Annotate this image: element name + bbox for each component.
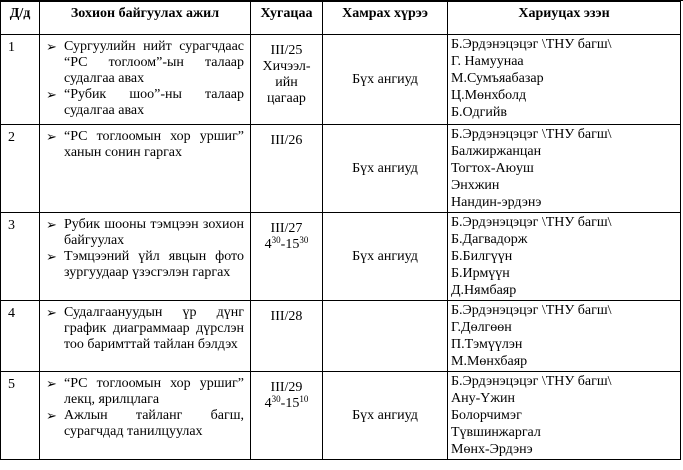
task-cell [40, 301, 251, 372]
task-text: “РС тоглоомын хор уршиг” лекц, ярилцлага [64, 376, 244, 407]
time-end-minute: 10 [299, 394, 309, 404]
row-number: 5 [1, 372, 40, 460]
bullet-arrow-icon: ➢ [46, 376, 57, 391]
row-number: 3 [1, 213, 40, 301]
row-number: 4 [1, 301, 40, 372]
time-range [253, 396, 320, 412]
header-num: Д/д [1, 2, 40, 35]
task-text: “Рубик шоо”-ны талаар судалгаа авах [64, 87, 244, 118]
date-line: Хичээл- [262, 59, 311, 74]
bullet-arrow-icon: ➢ [46, 408, 57, 423]
date-cell [251, 125, 323, 213]
responsible-cell [448, 213, 681, 301]
responsible-cell [448, 301, 681, 372]
time-start-minute: 30 [271, 394, 281, 404]
responsible-person: Мөнх-Эрдэнэ [451, 442, 533, 457]
time-range [253, 237, 320, 253]
time-end-minute: 30 [299, 235, 309, 245]
table-body [1, 35, 681, 460]
date-cell [251, 301, 323, 372]
responsible-person: Д.Нямбаяр [451, 283, 517, 298]
responsible-person: Болорчимэг [451, 408, 522, 423]
responsible-person: Г.Дөлгөөн [451, 320, 512, 335]
responsible-cell [448, 125, 681, 213]
responsible-cell [448, 372, 681, 460]
responsible-person: Түвшинжаргал [451, 425, 541, 440]
time-separator: - [280, 237, 286, 252]
task-text: Рубик шооны тэмцээн зохион байгуулах [64, 217, 244, 248]
time-separator: - [280, 396, 286, 411]
row-number: 2 [1, 125, 40, 213]
date-line: цагаар [267, 91, 306, 106]
responsible-person: Ц.Мөнхболд [451, 88, 527, 103]
date-line: III/26 [270, 133, 303, 148]
responsible-person: Б.Эрдэнэцэцэг \ТНУ багш\ [451, 215, 612, 230]
date-line: ийн [275, 75, 298, 90]
bullet-arrow-icon: ➢ [46, 129, 57, 144]
bullet-arrow-icon: ➢ [46, 305, 57, 320]
audience-cell: Бүх ангиуд [323, 125, 448, 213]
responsible-person: Балжиржанцан [451, 144, 542, 159]
responsible-person: М.Сумъяабазар [451, 71, 544, 86]
date-main: III/27 [270, 221, 303, 236]
task-cell [40, 35, 251, 125]
responsible-person: Б.Эрдэнэцэцэг \ТНУ багш\ [451, 303, 612, 318]
task-item [46, 305, 244, 353]
task-cell [40, 213, 251, 301]
responsible-person: Б.Дагвадорж [451, 232, 528, 247]
date-cell [251, 372, 323, 460]
responsible-person: Б.Ирмүүн [451, 266, 510, 281]
time-end-hour: 15 [285, 237, 300, 252]
table-row [1, 35, 681, 125]
header-task: Зохион байгуулах ажил [40, 2, 251, 35]
row-number: 1 [1, 35, 40, 125]
table-row [1, 372, 681, 460]
header-audience: Хамрах хүрээ [323, 2, 448, 35]
date-main: III/29 [270, 380, 303, 395]
bullet-arrow-icon: ➢ [46, 249, 57, 264]
header-date: Хугацаа [251, 2, 323, 35]
task-item [46, 376, 244, 408]
date-cell [251, 35, 323, 125]
time-start-hour: 4 [264, 396, 272, 411]
task-item [46, 217, 244, 249]
responsible-person: Нандин-эрдэнэ [451, 195, 542, 210]
task-item [46, 408, 244, 440]
table-row [1, 125, 681, 213]
audience-cell [323, 301, 448, 372]
responsible-person: М.Мөнхбаяр [451, 354, 528, 369]
bullet-arrow-icon: ➢ [46, 217, 57, 232]
task-item [46, 87, 244, 119]
responsible-person: Ану-Үжин [451, 391, 516, 406]
responsible-person: Энхжин [451, 178, 500, 193]
time-start-minute: 30 [271, 235, 281, 245]
task-cell [40, 372, 251, 460]
bullet-arrow-icon: ➢ [46, 87, 57, 102]
table-row [1, 301, 681, 372]
task-text: “РС тоглоомын хор уршиг” ханын сонин гаргах [64, 129, 244, 160]
responsible-cell [448, 35, 681, 125]
time-start-hour: 4 [264, 237, 272, 252]
header-row [1, 2, 681, 35]
task-text: Сургуулийн нийт сурагчдаас “РС тоглоом”-ын талаар судалгаа авах [64, 39, 244, 86]
bullet-arrow-icon: ➢ [46, 39, 57, 54]
audience-cell: Бүх ангиуд [323, 372, 448, 460]
audience-cell: Бүх ангиуд [323, 35, 448, 125]
time-end-hour: 15 [285, 396, 300, 411]
responsible-person: Б.Эрдэнэцэцэг \ТНУ багш\ [451, 374, 612, 389]
date-line: III/25 [270, 43, 303, 58]
responsible-person: Г. Намуунаа [451, 54, 524, 69]
task-item [46, 129, 244, 161]
responsible-person: П.Тэмүүлэн [451, 337, 523, 352]
task-cell [40, 125, 251, 213]
header-responsible: Хариуцах эзэн [448, 2, 681, 35]
responsible-person: Б.Эрдэнэцэцэг \ТНУ багш\ [451, 37, 612, 52]
task-item [46, 39, 244, 87]
task-text: Ажлын тайланг багш, сурагчдад танилцуулах [64, 408, 244, 439]
responsible-person: Б.Билгүүн [451, 249, 513, 264]
responsible-person: Б.Одгийв [451, 105, 507, 120]
task-text: Судалгаануудын үр дүнг график диаграммаар дүрслэн тоо баримттай тайлан бэлдэх [64, 305, 244, 352]
task-text: Тэмцээний үйл явцын фото зургуудаар үзэсгэлэн гаргах [64, 249, 244, 280]
date-cell [251, 213, 323, 301]
table-row [1, 213, 681, 301]
audience-cell: Бүх ангиуд [323, 213, 448, 301]
task-item [46, 249, 244, 281]
activity-plan-table [0, 1, 681, 460]
responsible-person: Тогтох-Аюуш [451, 161, 534, 176]
responsible-person: Б.Эрдэнэцэцэг \ТНУ багш\ [451, 127, 612, 142]
date-line: III/28 [270, 309, 303, 324]
